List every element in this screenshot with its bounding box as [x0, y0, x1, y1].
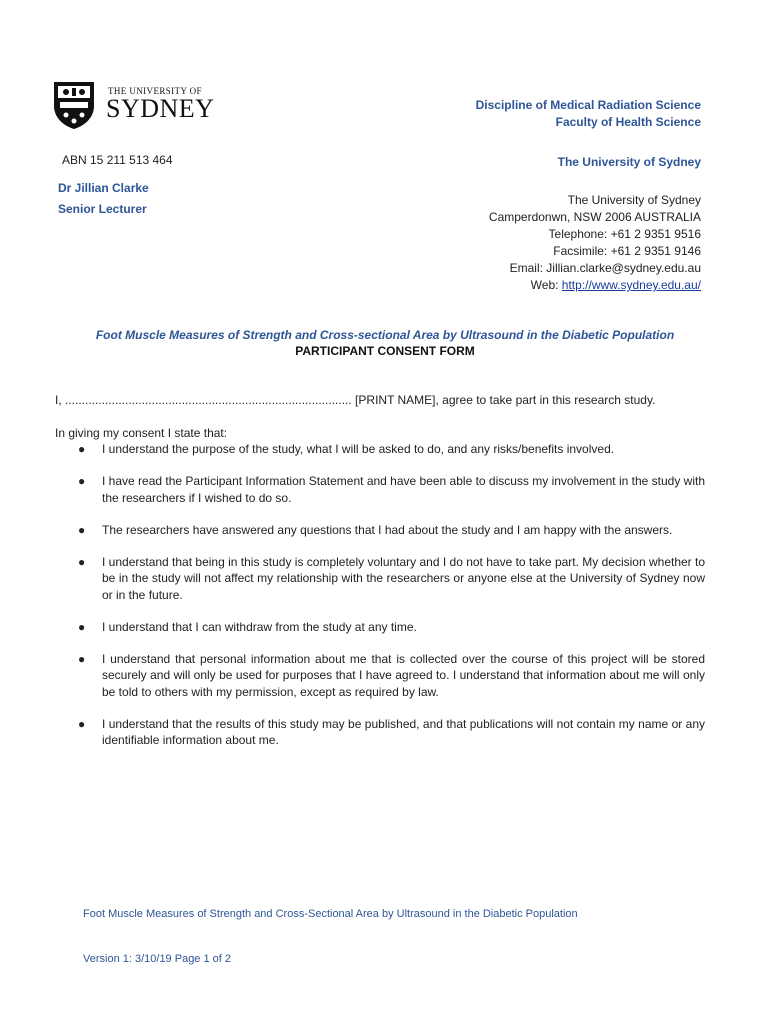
contact-role: Senior Lecturer	[58, 202, 147, 216]
address-line: Camperdonwn, NSW 2006 AUSTRALIA	[488, 210, 701, 224]
list-item-text: The researchers have answered any questions that I had about the study and I am happy with the answers.	[102, 522, 673, 537]
telephone: Telephone: +61 2 9351 9516	[548, 227, 701, 241]
contact-address	[489, 192, 701, 294]
consent-statement: I, ...................................................................................... [PRINT NAME], agree to take part in this research study.	[55, 393, 656, 407]
web-line	[489, 277, 701, 294]
logo-line1: THE UNIVERSITY OF	[108, 86, 202, 96]
bullet-icon: ●	[78, 619, 86, 634]
discipline-heading: Discipline of Medical Radiation Science	[475, 98, 701, 112]
list-item	[55, 473, 705, 506]
list-item-text: I have read the Participant Information Statement and have been able to discuss my involvement in the study with the researchers if I wished to do so.	[102, 474, 706, 505]
crest-icon	[52, 80, 96, 130]
bullet-icon: ●	[78, 442, 86, 456]
form-title: PARTICIPANT CONSENT FORM	[295, 344, 475, 358]
university-heading: The University of Sydney	[557, 155, 701, 169]
bullet-icon: ●	[78, 716, 86, 731]
list-item	[55, 554, 705, 604]
university-logo	[52, 78, 215, 134]
list-item	[55, 441, 705, 458]
address-line: The University of Sydney	[567, 193, 701, 207]
logo-line2: SYDNEY	[106, 94, 215, 123]
consent-intro: In giving my consent I state that:	[55, 426, 228, 440]
contact-name: Dr Jillian Clarke	[58, 181, 149, 195]
list-item-text: I understand that being in this study is completely voluntary and I do not have to take part. My decision whether to be in the study will not affect my relationship with the researchers or anyone else at the University of Sydney now or in the future.	[102, 554, 706, 602]
bullet-icon: ●	[78, 474, 86, 488]
list-item-text: I understand that I can withdraw from the study at any time.	[102, 619, 417, 634]
list-item-text: I understand that personal information about me that is collected over the course of this project will be stored securely and will only be used for purposes that I have agreed to. I understand that information about me will only be told to others with my permission, except as required by law.	[102, 651, 705, 699]
consent-list	[55, 441, 705, 764]
footer-version: Version 1: 3/10/19 Page 1 of 2	[83, 953, 232, 965]
list-item-text: I understand the purpose of the study, what I will be asked to do, and any risks/benefits involved.	[102, 442, 615, 456]
list-item	[55, 651, 705, 701]
list-item	[55, 619, 705, 636]
footer-title: Foot Muscle Measures of Strength and Cross-Sectional Area by Ultrasound in the Diabetic Population	[83, 908, 578, 920]
abn-number: ABN 15 211 513 464	[62, 153, 173, 167]
list-item	[55, 522, 705, 539]
web-label: Web:	[530, 278, 562, 292]
facsimile: Facsimile: +61 2 9351 9146	[553, 244, 701, 258]
bullet-icon: ●	[78, 522, 86, 537]
email: Email: Jillian.clarke@sydney.edu.au	[509, 261, 701, 275]
bullet-icon: ●	[78, 651, 86, 666]
bullet-icon: ●	[78, 554, 86, 569]
list-item	[55, 716, 705, 749]
web-link[interactable]: http://www.sydney.edu.au/	[561, 278, 701, 292]
list-item-text: I understand that the results of this study may be published, and that publications will not contain my name or any identifiable information about me.	[102, 716, 705, 747]
faculty-heading: Faculty of Health Science	[555, 115, 701, 129]
study-title: Foot Muscle Measures of Strength and Cross-sectional Area by Ultrasound in the Diabetic Population	[95, 328, 675, 342]
